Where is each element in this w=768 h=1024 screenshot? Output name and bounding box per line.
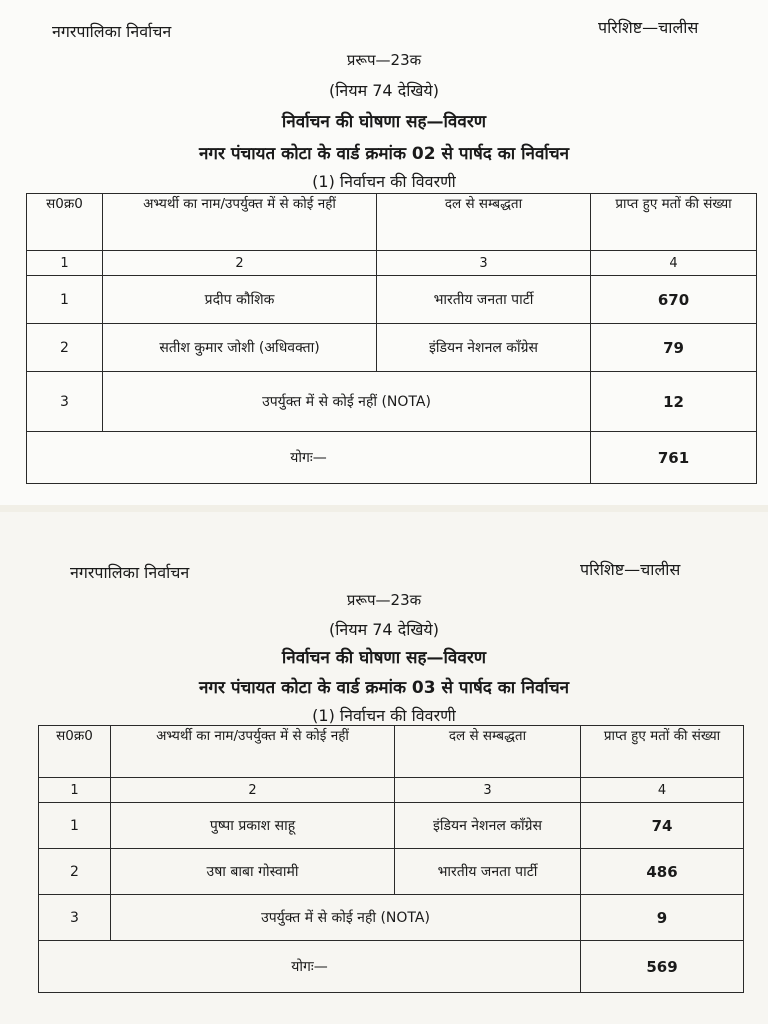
col-header-sno: स0क्र0	[27, 194, 103, 251]
nota-row	[27, 372, 757, 432]
header-left: नगरपालिका निर्वाचन	[70, 563, 190, 582]
results-table	[38, 725, 744, 993]
votes-received: 486	[581, 849, 744, 895]
section-heading: (1) निर्वाचन की विवरणी	[312, 172, 456, 191]
row-sno: 2	[39, 849, 111, 895]
total-row	[27, 432, 757, 484]
column-number-row	[27, 251, 757, 276]
nota-votes: 12	[591, 372, 757, 432]
page-gap	[0, 505, 768, 512]
col-number: 2	[103, 251, 377, 276]
candidate-name: उषा बाबा गोस्वामी	[111, 849, 395, 895]
nota-row	[39, 895, 744, 941]
rule-reference: (नियम 74 देखिये)	[329, 81, 439, 100]
col-number: 4	[581, 778, 744, 803]
col-number: 4	[591, 251, 757, 276]
nota-label: उपर्युक्त में से कोई नही (NOTA)	[111, 895, 581, 941]
election-subtitle: नगर पंचायत कोटा के वार्ड क्रमांक 03 से पार्षद का निर्वाचन	[198, 678, 570, 698]
votes-received: 74	[581, 803, 744, 849]
table-row	[27, 276, 757, 324]
row-sno: 3	[39, 895, 111, 941]
total-label: योगः—	[39, 941, 581, 993]
row-sno: 1	[27, 276, 103, 324]
row-sno: 1	[39, 803, 111, 849]
declaration-title: निर्वाचन की घोषणा सह—विवरण	[281, 112, 487, 132]
form-number: प्ररूप—23क	[346, 51, 422, 69]
header-right: परिशिष्ट—चालीस	[580, 560, 681, 579]
col-number: 2	[111, 778, 395, 803]
col-number: 3	[395, 778, 581, 803]
col-number: 1	[27, 251, 103, 276]
party-affiliation: इंडियन नेशनल कॉंग्रेस	[377, 324, 591, 372]
total-votes: 761	[591, 432, 757, 484]
candidate-name: सतीश कुमार जोशी (अधिवक्ता)	[103, 324, 377, 372]
col-header-name: अभ्यर्थी का नाम/उपर्युक्त में से कोई नहीं	[103, 194, 377, 251]
election-subtitle: नगर पंचायत कोटा के वार्ड क्रमांक 02 से पार्षद का निर्वाचन	[198, 144, 570, 164]
candidate-name: प्रदीप कौशिक	[103, 276, 377, 324]
column-number-row	[39, 778, 744, 803]
party-affiliation: भारतीय जनता पार्टी	[377, 276, 591, 324]
declaration-title: निर्वाचन की घोषणा सह—विवरण	[281, 648, 487, 668]
section-heading: (1) निर्वाचन की विवरणी	[312, 706, 456, 725]
votes-received: 670	[591, 276, 757, 324]
col-header-party: दल से सम्बद्धता	[377, 194, 591, 251]
row-sno: 3	[27, 372, 103, 432]
party-affiliation: भारतीय जनता पार्टी	[395, 849, 581, 895]
header-right: परिशिष्ट—चालीस	[598, 18, 699, 37]
result-sheet-ward-02	[0, 0, 768, 505]
rule-reference: (नियम 74 देखिये)	[329, 620, 439, 639]
col-header-votes: प्राप्त हुए मतों की संख्या	[581, 726, 744, 778]
total-label: योगः—	[27, 432, 591, 484]
col-header-votes: प्राप्त हुए मतों की संख्या	[591, 194, 757, 251]
row-sno: 2	[27, 324, 103, 372]
votes-received: 79	[591, 324, 757, 372]
col-header-name: अभ्यर्थी का नाम/उपर्युक्त में से कोई नहीं	[111, 726, 395, 778]
form-number: प्ररूप—23क	[346, 591, 422, 609]
table-row	[39, 849, 744, 895]
party-affiliation: इंडियन नेशनल कॉंग्रेस	[395, 803, 581, 849]
col-number: 1	[39, 778, 111, 803]
total-row	[39, 941, 744, 993]
table-header-row	[39, 726, 744, 778]
header-left: नगरपालिका निर्वाचन	[52, 22, 172, 41]
col-header-party: दल से सम्बद्धता	[395, 726, 581, 778]
col-header-sno: स0क्र0	[39, 726, 111, 778]
result-sheet-ward-03	[0, 512, 768, 1024]
col-number: 3	[377, 251, 591, 276]
total-votes: 569	[581, 941, 744, 993]
table-row	[27, 324, 757, 372]
nota-label: उपर्युक्त में से कोई नहीं (NOTA)	[103, 372, 591, 432]
results-table	[26, 193, 757, 484]
nota-votes: 9	[581, 895, 744, 941]
table-row	[39, 803, 744, 849]
table-header-row	[27, 194, 757, 251]
candidate-name: पुष्पा प्रकाश साहू	[111, 803, 395, 849]
